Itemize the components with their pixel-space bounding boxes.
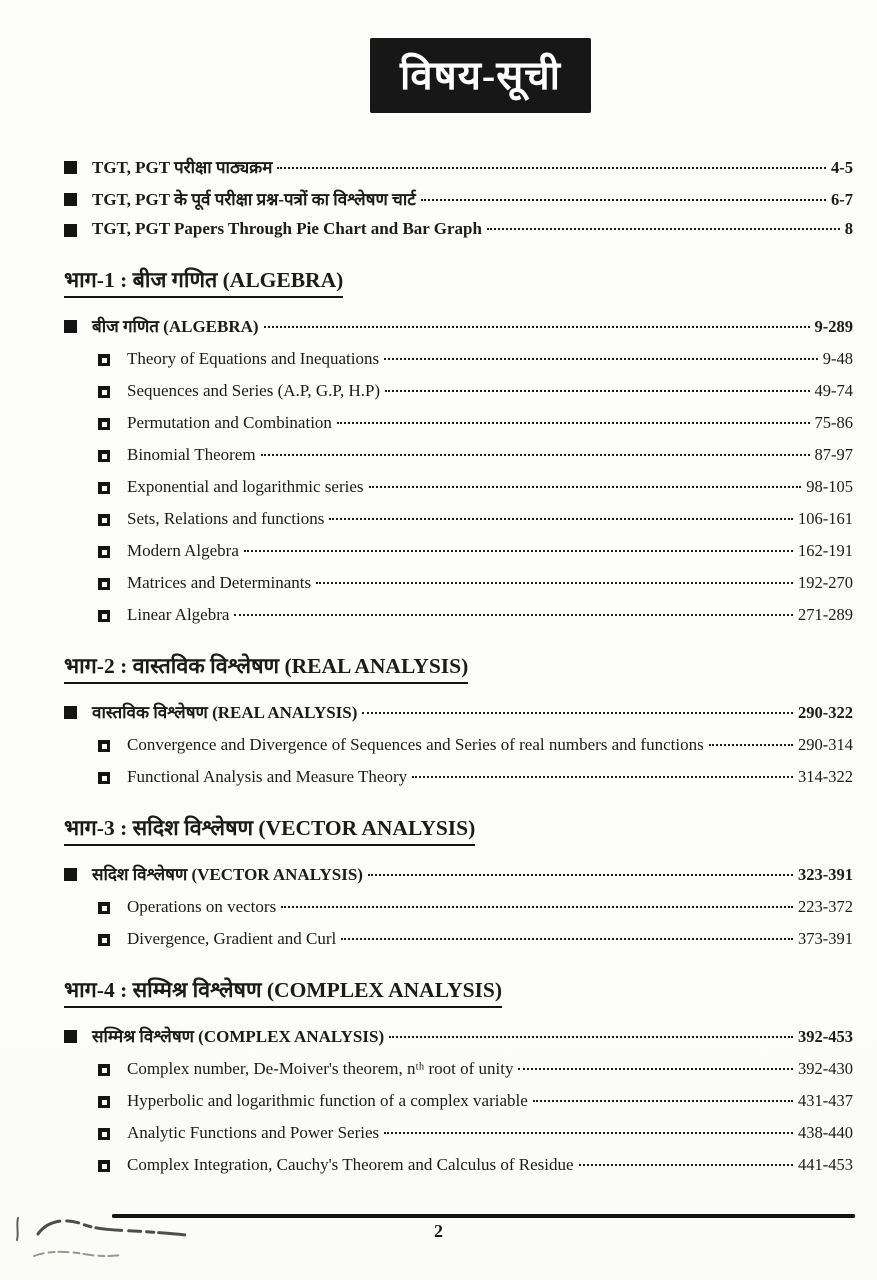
section-heading-text: भाग-1 : बीज गणित (ALGEBRA) <box>64 268 343 298</box>
dotted-leader <box>337 422 810 424</box>
dotted-leader <box>261 454 810 456</box>
solid-square-bullet-icon <box>64 320 77 333</box>
toc-sub-entry-pages: 223-372 <box>798 897 853 916</box>
toc-sub-entry-pages: 441-453 <box>798 1155 853 1174</box>
solid-square-bullet-icon <box>64 1030 77 1043</box>
page-title-box <box>370 38 591 113</box>
toc-sub-entry <box>64 1091 853 1111</box>
toc-sub-entry-pages: 290-314 <box>798 735 853 754</box>
toc-sub-entry <box>64 735 853 755</box>
toc-sub-entry-pages: 192-270 <box>798 573 853 592</box>
toc-sub-entry-label: Complex number, De-Moiver's theorem, nᵗʰ root of unity <box>127 1059 514 1078</box>
toc-sub-entry-pages: 162-191 <box>798 541 853 560</box>
hollow-square-bullet-icon <box>98 386 110 398</box>
toc-sub-entry <box>64 573 853 593</box>
toc-sub-entry-label: Functional Analysis and Measure Theory <box>127 767 408 786</box>
toc-main-entry-label: वास्तविक विश्लेषण (REAL ANALYSIS) <box>92 703 358 722</box>
toc-main-entry <box>64 1024 853 1047</box>
hollow-square-bullet-icon <box>98 1064 110 1076</box>
toc-main-entry <box>64 862 853 885</box>
hollow-square-bullet-icon <box>98 514 110 526</box>
toc-sub-entry-label: Operations on vectors <box>127 897 277 916</box>
toc-sub-entry <box>64 541 853 561</box>
toc-entry-pages: 6-7 <box>831 190 853 209</box>
toc-entry-label: TGT, PGT Papers Through Pie Chart and Bar Graph <box>92 219 482 238</box>
toc-main-entry <box>64 700 853 723</box>
hollow-square-bullet-icon <box>98 1096 110 1108</box>
toc-main-entry <box>64 314 853 337</box>
toc-sub-entry-pages: 75-86 <box>814 413 853 432</box>
dotted-leader <box>281 906 793 908</box>
hollow-square-bullet-icon <box>98 610 110 622</box>
toc-sub-entry-pages: 106-161 <box>798 509 853 528</box>
toc-sub-entry <box>64 381 853 401</box>
toc-sub-entry-pages: 431-437 <box>798 1091 853 1110</box>
toc-sub-entry-label: Modern Algebra <box>127 541 239 560</box>
dotted-leader <box>316 582 793 584</box>
toc-sub-entry-label: Permutation and Combination <box>127 413 332 432</box>
toc-entry <box>64 155 853 178</box>
hollow-square-bullet-icon <box>98 902 110 914</box>
toc-entry <box>64 187 853 210</box>
footer-page-number: 2 <box>434 1221 443 1241</box>
hollow-square-bullet-icon <box>98 740 110 752</box>
toc-sub-entry-label: Hyperbolic and logarithmic function of a complex variable <box>127 1091 528 1110</box>
toc-sub-entry-pages: 392-430 <box>798 1059 853 1078</box>
toc-main-entry-pages: 323-391 <box>798 865 853 884</box>
section-heading-text: भाग-2 : वास्तविक विश्लेषण (REAL ANALYSIS) <box>64 654 468 684</box>
solid-square-bullet-icon <box>64 193 77 206</box>
toc-sub-entry <box>64 349 853 369</box>
toc-main-entry-label: सम्मिश्र विश्लेषण (COMPLEX ANALYSIS) <box>92 1027 385 1046</box>
toc-sub-entry <box>64 445 853 465</box>
dotted-leader <box>234 614 793 616</box>
dotted-leader <box>369 486 802 488</box>
dotted-leader <box>518 1068 793 1070</box>
solid-square-bullet-icon <box>64 224 77 237</box>
section-heading-text: भाग-4 : सम्मिश्र विश्लेषण (COMPLEX ANALYSIS) <box>64 978 502 1008</box>
dotted-leader <box>421 199 826 201</box>
dotted-leader <box>244 550 793 552</box>
dotted-leader <box>487 228 840 230</box>
toc-sub-entry <box>64 413 853 433</box>
toc-sub-entry-label: Divergence, Gradient and Curl <box>127 929 337 948</box>
hollow-square-bullet-icon <box>98 482 110 494</box>
section-heading-text: भाग-3 : सदिश विश्लेषण (VECTOR ANALYSIS) <box>64 816 475 846</box>
dotted-leader <box>329 518 793 520</box>
toc-sub-entry-label: Matrices and Determinants <box>127 573 312 592</box>
toc-sub-entry-pages: 87-97 <box>814 445 853 464</box>
toc-sub-entry-label: Complex Integration, Cauchy's Theorem and Calculus of Residue <box>127 1155 574 1174</box>
toc-sub-entry-label: Theory of Equations and Inequations <box>127 349 380 368</box>
hollow-square-bullet-icon <box>98 354 110 366</box>
toc-entry-pages: 4-5 <box>831 158 853 177</box>
dotted-leader <box>533 1100 793 1102</box>
hollow-square-bullet-icon <box>98 546 110 558</box>
toc-section <box>64 265 853 625</box>
toc-sub-entry-pages: 49-74 <box>814 381 853 400</box>
toc-main-entry-pages: 392-453 <box>798 1027 853 1046</box>
hollow-square-bullet-icon <box>98 1160 110 1172</box>
toc-sub-entry-label: Linear Algebra <box>127 605 230 624</box>
toc-sub-entry-pages: 9-48 <box>822 349 853 368</box>
solid-square-bullet-icon <box>64 161 77 174</box>
section-heading <box>64 265 853 294</box>
toc-sub-entry-pages: 271-289 <box>798 605 853 624</box>
toc-entry-label: TGT, PGT के पूर्व परीक्षा प्रश्न-पत्रों का विश्लेषण चार्ट <box>92 190 416 209</box>
dotted-leader <box>709 744 793 746</box>
toc-sub-entry-pages: 373-391 <box>798 929 853 948</box>
dotted-leader <box>368 874 793 876</box>
dotted-leader <box>362 712 793 714</box>
dotted-leader <box>412 776 793 778</box>
toc-main-entry-pages: 9-289 <box>814 317 853 336</box>
toc-sub-entry <box>64 1059 853 1079</box>
section-heading <box>64 975 853 1004</box>
dotted-leader <box>264 326 810 328</box>
hollow-square-bullet-icon <box>98 418 110 430</box>
page-footer <box>0 1214 877 1242</box>
toc-sub-entry <box>64 605 853 625</box>
hollow-square-bullet-icon <box>98 934 110 946</box>
toc-main-entry-label: सदिश विश्लेषण (VECTOR ANALYSIS) <box>92 865 363 884</box>
toc-sub-entry-label: Convergence and Divergence of Sequences and Series of real numbers and functions <box>127 735 704 754</box>
dotted-leader <box>385 390 809 392</box>
toc-section <box>64 975 853 1175</box>
dotted-leader <box>384 358 818 360</box>
toc-sub-entry-pages: 98-105 <box>806 477 853 496</box>
front-matter-list <box>64 155 853 239</box>
toc-sub-entry-label: Exponential and logarithmic series <box>127 477 364 496</box>
toc-main-entry-label: बीज गणित (ALGEBRA) <box>92 317 259 336</box>
page-title: विषय-सूची <box>399 53 562 98</box>
footer-rule <box>112 1214 855 1218</box>
dotted-leader <box>277 167 826 169</box>
toc-sub-entry-label: Binomial Theorem <box>127 445 256 464</box>
toc-entry <box>64 219 853 239</box>
hollow-square-bullet-icon <box>98 772 110 784</box>
hollow-square-bullet-icon <box>98 578 110 590</box>
toc-entry-label: TGT, PGT परीक्षा पाठ्यक्रम <box>92 158 273 177</box>
toc-section <box>64 651 853 787</box>
toc-sub-entry-pages: 314-322 <box>798 767 853 786</box>
toc-sub-entry <box>64 1155 853 1175</box>
dotted-leader <box>384 1132 793 1134</box>
toc-sub-entry-label: Sets, Relations and functions <box>127 509 325 528</box>
section-heading <box>64 813 853 842</box>
dotted-leader <box>579 1164 793 1166</box>
solid-square-bullet-icon <box>64 868 77 881</box>
toc-sub-entry <box>64 897 853 917</box>
hollow-square-bullet-icon <box>98 450 110 462</box>
toc-entry-pages: 8 <box>844 219 853 238</box>
toc-sub-entry-pages: 438-440 <box>798 1123 853 1142</box>
toc-sub-entry <box>64 767 853 787</box>
toc-sub-entry <box>64 929 853 949</box>
hollow-square-bullet-icon <box>98 1128 110 1140</box>
toc-sub-entry <box>64 509 853 529</box>
toc-main-entry-pages: 290-322 <box>798 703 853 722</box>
section-heading <box>64 651 853 680</box>
toc-sub-entry <box>64 477 853 497</box>
toc-sub-entry <box>64 1123 853 1143</box>
dotted-leader <box>341 938 793 940</box>
solid-square-bullet-icon <box>64 706 77 719</box>
dotted-leader <box>389 1036 793 1038</box>
toc-sub-entry-label: Analytic Functions and Power Series <box>127 1123 380 1142</box>
toc-section <box>64 813 853 949</box>
toc-sub-entry-label: Sequences and Series (A.P, G.P, H.P) <box>127 381 381 400</box>
